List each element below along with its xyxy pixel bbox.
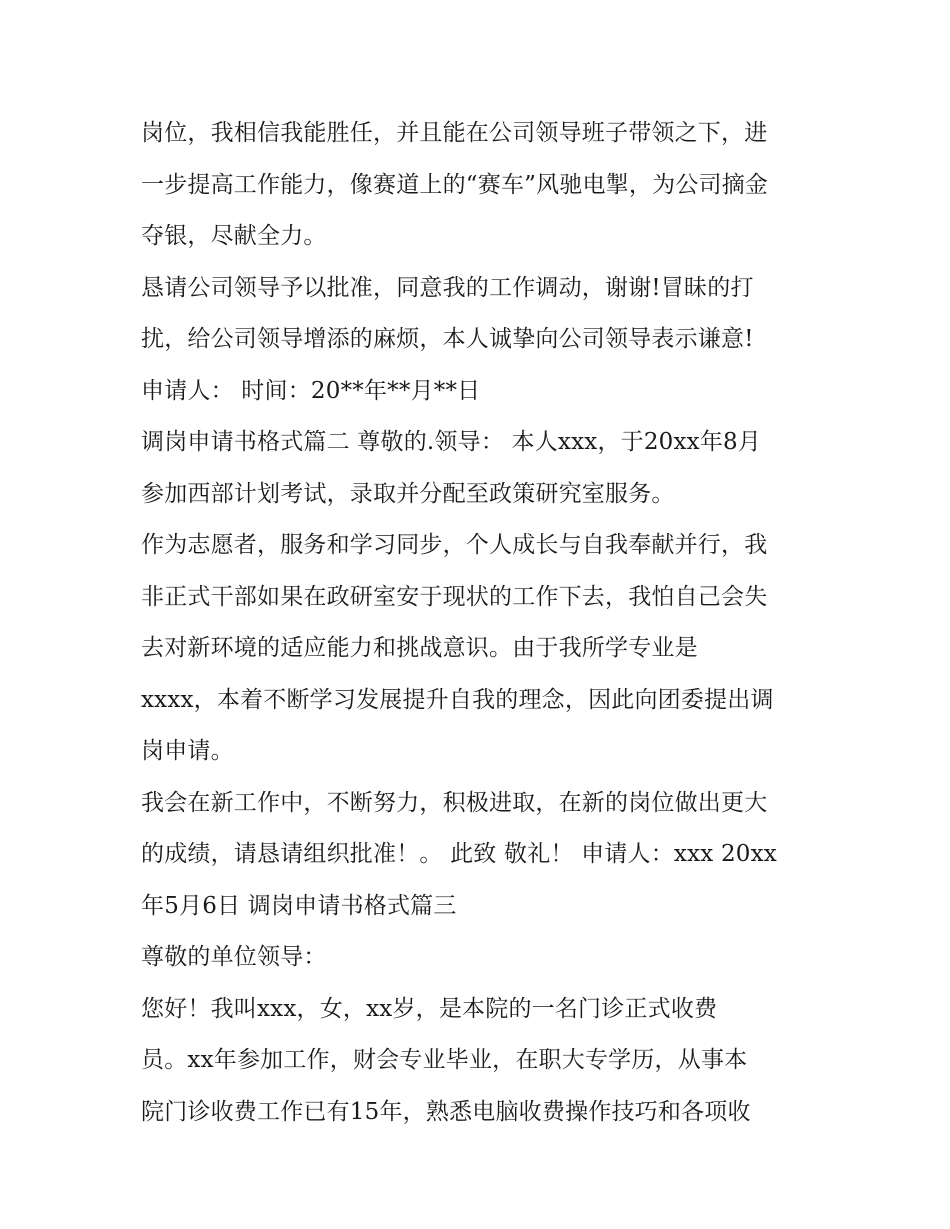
text-line: 非正式干部如果在政研室安于现状的工作下去，我怕自己会失 bbox=[141, 583, 768, 610]
text-line: 作为志愿者，服务和学习同步，个人成长与自我奉献并行，我 bbox=[141, 532, 768, 558]
text-line: 参加西部计划考试，录取并分配至政策研究室服务。 bbox=[141, 480, 675, 507]
text-line: 我会在新工作中，不断努力，积极进取，在新的岗位做出更大 bbox=[141, 789, 768, 816]
text-line: 扰，给公司领导增添的麻烦，本人诚挚向公司领导表示谦意! bbox=[141, 326, 754, 352]
text-line: 申请人： 时间：20**年**月**日 bbox=[141, 377, 481, 404]
text-line: 的成绩，请恳请组织批准！。 此致 敬礼！ 申请人：xxx 20xx bbox=[141, 841, 777, 867]
text-line: 去对新环境的适应能力和挑战意识。由于我所学专业是 bbox=[141, 635, 698, 661]
text-line: 尊敬的单位领导： bbox=[141, 944, 327, 970]
text-line: 岗位，我相信我能胜任，并且能在公司领导班子带领之下，进 bbox=[141, 120, 768, 146]
text-line: 恳请公司领导予以批准，同意我的工作调动，谢谢!冒昧的打 bbox=[141, 274, 754, 301]
document-body bbox=[141, 108, 821, 1138]
text-line: 您好！我叫xxx，女，xx岁，是本院的一名门诊正式收费 bbox=[141, 995, 718, 1022]
text-line: 院门诊收费工作已有15年，熟悉电脑收费操作技巧和各项收 bbox=[141, 1098, 751, 1125]
text-line: 夺银，尽献全力。 bbox=[141, 223, 327, 249]
text-line: 员。xx年参加工作，财会专业毕业，在职大专学历，从事本 bbox=[141, 1047, 748, 1073]
text-line: 岗申请。 bbox=[141, 738, 234, 764]
text-line: 调岗申请书格式篇二 尊敬的.领导： 本人xxx，于20xx年8月 bbox=[141, 429, 762, 455]
text-line: 一步提高工作能力，像赛道上的“赛车”风驰电掣，为公司摘金 bbox=[141, 171, 769, 198]
text-line: 年5月6日 调岗申请书格式篇三 bbox=[141, 892, 457, 919]
text-line: xxxx，本着不断学习发展提升自我的理念，因此向团委提出调 bbox=[141, 686, 774, 713]
